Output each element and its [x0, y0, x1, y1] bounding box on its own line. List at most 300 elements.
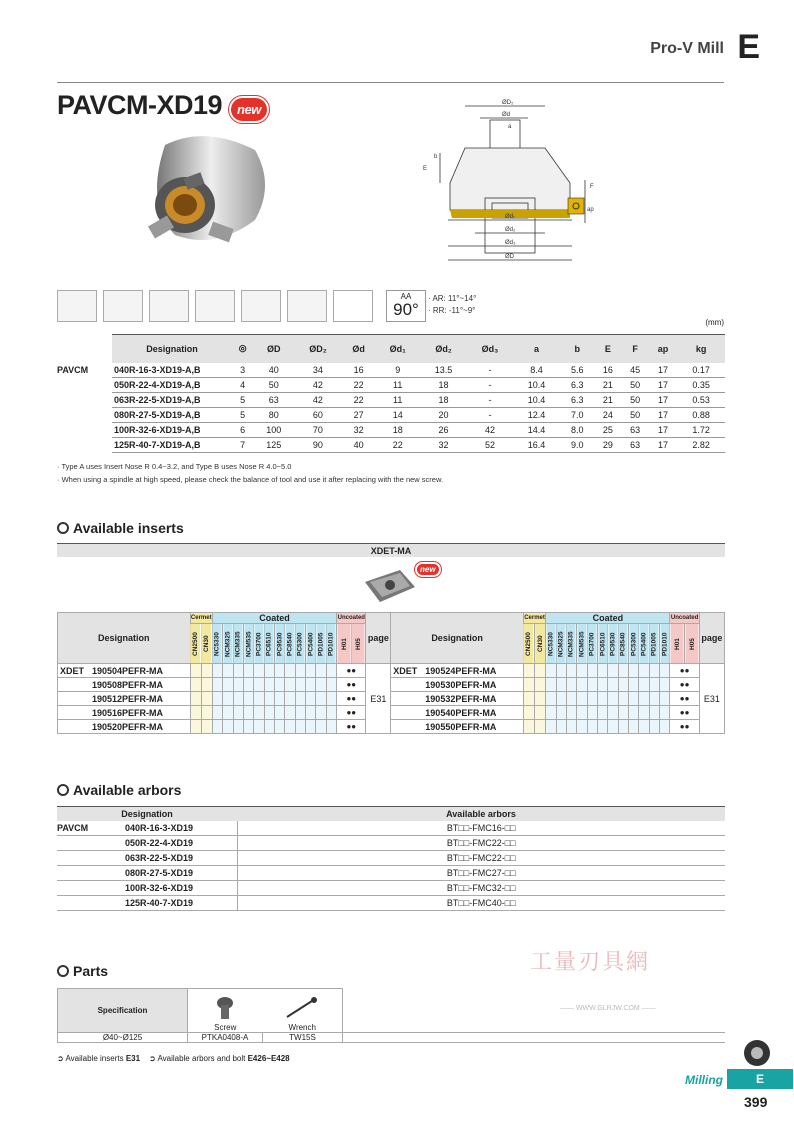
insert-code: 190524PEFR-MA: [425, 665, 497, 676]
note: · Type A uses Insert Nose R 0.4~3.2, and Type B uses Nose R 4.0~5.0: [57, 462, 292, 471]
value-cell: 7.0: [560, 408, 594, 423]
grade-cell: [223, 678, 233, 692]
insert-designation: [391, 678, 524, 692]
grade-cell: [639, 664, 649, 678]
insert-code: 190520PEFR-MA: [92, 721, 164, 732]
grade-cell: [233, 664, 243, 678]
grade-cell: [326, 678, 336, 692]
grade-cell: [264, 692, 274, 706]
grade-cell: [306, 692, 316, 706]
value-cell: 17: [649, 393, 678, 408]
new-badge: new: [229, 96, 269, 123]
coated-header: Coated: [546, 613, 670, 624]
value-cell: 18: [376, 423, 420, 438]
arbors-section-title: [57, 782, 181, 798]
grade-cell: [326, 720, 336, 734]
wrench-icon: [282, 995, 322, 1021]
grade-cell: [598, 664, 608, 678]
table-row: [57, 896, 725, 911]
arbor-value: BT□□-FMC27-□□: [237, 866, 725, 881]
screw-cell: [188, 989, 263, 1033]
arbor-designation: [57, 821, 237, 836]
axial-rake: · AR: 11°~14°: [428, 294, 477, 303]
grade-cell: [639, 678, 649, 692]
insert-code: 190540PEFR-MA: [425, 707, 497, 718]
arbor-value: BT□□-FMC40-□□: [237, 896, 725, 911]
insert-code: 190508PEFR-MA: [92, 679, 164, 690]
grade-header: PC9530: [608, 624, 618, 664]
svg-text:E: E: [423, 166, 428, 172]
coolant-icon: [333, 290, 373, 322]
grade-cell: [306, 678, 316, 692]
section-label: Parts: [73, 963, 109, 979]
grade-cell: [639, 720, 649, 734]
grade-cell: [577, 678, 587, 692]
series-prefix: [57, 438, 112, 453]
grade-cell: [535, 720, 546, 734]
header-divider: [57, 82, 724, 83]
inserts-section-title: [57, 520, 184, 536]
grade-cell: [556, 678, 566, 692]
grade-cell: [608, 678, 618, 692]
cermet-header: Cermet: [523, 613, 545, 624]
grade-cell: [190, 706, 201, 720]
grade-cell: [660, 678, 670, 692]
page-ref: E31: [366, 664, 391, 734]
value-cell: 1.72: [677, 423, 725, 438]
page-header: page: [366, 613, 391, 664]
svg-text:ØD₂: ØD₂: [502, 100, 514, 106]
uncoated-header: Uncoated: [670, 613, 699, 624]
grade-cell: [316, 706, 326, 720]
value-cell: 17: [649, 438, 678, 453]
grade-cell: [201, 706, 212, 720]
grade-cell: [577, 706, 587, 720]
value-cell: 17: [649, 378, 678, 393]
footer-arbors-ref: E426~E428: [247, 1054, 290, 1063]
arbor-designation: [57, 851, 237, 866]
insert-type-header: XDET-MA: [57, 543, 725, 557]
grade-cell: [212, 692, 222, 706]
insert-designation: [58, 720, 191, 734]
grade-cell: [566, 720, 576, 734]
grade-cell: [306, 706, 316, 720]
grade-cell: [566, 706, 576, 720]
grade-cell: [649, 678, 659, 692]
grade-cell: [649, 664, 659, 678]
grade-header: PC8540: [618, 624, 628, 664]
insert-designation: [58, 692, 191, 706]
series-prefix: [57, 423, 112, 438]
grade-cell: [201, 720, 212, 734]
grade-header: NCM325: [223, 624, 233, 664]
availability-mark: ●●: [337, 678, 366, 692]
value-cell: 17: [649, 408, 678, 423]
availability-mark: ●●: [670, 664, 699, 678]
svg-text:Ød₂: Ød₂: [505, 227, 516, 233]
value-cell: 22: [342, 378, 376, 393]
series-prefix: [57, 378, 112, 393]
grade-cell: [285, 678, 295, 692]
footer-inserts: Available inserts: [65, 1054, 124, 1063]
value-cell: 0.88: [677, 408, 725, 423]
insert-new-badge: new: [415, 562, 441, 577]
grade-header: NC5330: [546, 624, 556, 664]
value-cell: 50: [621, 393, 648, 408]
grade-cell: [244, 692, 254, 706]
value-cell: 50: [253, 378, 294, 393]
grade-cell: [577, 692, 587, 706]
section-label: Available arbors: [73, 782, 182, 798]
value-cell: 42: [294, 393, 342, 408]
coated-header: Coated: [212, 613, 336, 624]
section-title: Pro-V Mill: [650, 40, 724, 57]
face-milling-icon: [57, 290, 97, 322]
approach-angle: [386, 290, 426, 322]
grade-cell: [295, 678, 305, 692]
value-cell: 63: [621, 423, 648, 438]
designation-header: Designation: [391, 613, 524, 664]
section-label: Available inserts: [73, 520, 184, 536]
value-cell: 16.4: [513, 438, 561, 453]
table-row: [57, 438, 725, 453]
grade-cell: [598, 706, 608, 720]
footer-refs: [57, 1054, 290, 1063]
value-cell: 0.53: [677, 393, 725, 408]
grade-header: PD1005: [316, 624, 326, 664]
value-cell: 11: [376, 378, 420, 393]
value-cell: 90: [294, 438, 342, 453]
value-cell: 22: [342, 393, 376, 408]
availability-mark: ●●: [337, 664, 366, 678]
grade-cell: [275, 678, 285, 692]
grade-header: CN30: [201, 624, 212, 664]
grade-cell: [295, 706, 305, 720]
value-cell: 32: [420, 438, 468, 453]
grade-cell: [233, 678, 243, 692]
value-cell: 5: [232, 408, 253, 423]
grade-cell: [618, 706, 628, 720]
value-cell: 6: [232, 423, 253, 438]
value-cell: 8.4: [513, 363, 561, 378]
grade-cell: [295, 692, 305, 706]
col-header: Designation: [57, 807, 237, 821]
grade-cell: [201, 692, 212, 706]
value-cell: 40: [342, 438, 376, 453]
grade-cell: [660, 706, 670, 720]
arrow-circle-icon: ➲: [57, 1054, 64, 1063]
grade-cell: [546, 664, 556, 678]
grade-header: CN30: [535, 624, 546, 664]
table-row: [57, 363, 725, 378]
parts-table: [57, 988, 725, 1043]
page-header: page: [699, 613, 724, 664]
grade-cell: [326, 706, 336, 720]
value-cell: 70: [294, 423, 342, 438]
availability-mark: ●●: [670, 706, 699, 720]
value-cell: 10.4: [513, 393, 561, 408]
grade-cell: [618, 692, 628, 706]
insert-designation: [391, 706, 524, 720]
col-header: a: [513, 335, 561, 363]
grade-header: NC5330: [212, 624, 222, 664]
operation-icons: [57, 290, 373, 322]
value-cell: 5: [232, 393, 253, 408]
grade-header: NCM335: [233, 624, 243, 664]
spec-value: Ø40~Ø125: [58, 1033, 188, 1043]
grade-header: PC3700: [587, 624, 597, 664]
value-cell: 100: [253, 423, 294, 438]
dimension-drawing: [420, 98, 600, 273]
grade-header: PC5400: [306, 624, 316, 664]
angle-value: 90°: [393, 300, 419, 319]
screw-icon: [210, 995, 240, 1021]
grade-header: H01: [337, 624, 352, 664]
value-cell: 6.3: [560, 378, 594, 393]
page-ref: E31: [699, 664, 724, 734]
grade-header: PC5400: [639, 624, 649, 664]
grade-cell: [275, 706, 285, 720]
grade-cell: [629, 678, 639, 692]
value-cell: 6.3: [560, 393, 594, 408]
grade-cell: [233, 692, 243, 706]
arbor-value: BT□□-FMC22-□□: [237, 836, 725, 851]
grade-cell: [223, 720, 233, 734]
grade-cell: [535, 664, 546, 678]
table-row: [57, 423, 725, 438]
grade-header: PD1005: [649, 624, 659, 664]
value-cell: 42: [294, 378, 342, 393]
grade-cell: [223, 664, 233, 678]
wrench-cell: [263, 989, 343, 1033]
grade-cell: [275, 720, 285, 734]
grade-cell: [254, 720, 264, 734]
grade-cell: [523, 706, 534, 720]
grade-header: CN2500: [523, 624, 534, 664]
grade-cell: [233, 720, 243, 734]
value-cell: 3: [232, 363, 253, 378]
value-cell: 52: [467, 438, 512, 453]
grade-cell: [556, 720, 566, 734]
insert-prefix: XDET: [393, 665, 418, 676]
value-cell: 2.82: [677, 438, 725, 453]
col-header: b: [560, 335, 594, 363]
grade-cell: [660, 692, 670, 706]
grade-cell: [598, 692, 608, 706]
grade-cell: [244, 720, 254, 734]
slotting-icon: [149, 290, 189, 322]
value-cell: 42: [467, 423, 512, 438]
col-header: Ød₂: [420, 335, 468, 363]
grade-cell: [316, 664, 326, 678]
grade-cell: [618, 720, 628, 734]
designation-cell: 080R-27-5-XD19-A,B: [112, 408, 232, 423]
grade-cell: [649, 720, 659, 734]
table-header-row: [57, 335, 725, 363]
grade-header: CN2500: [190, 624, 201, 664]
grade-cell: [608, 706, 618, 720]
grade-cell: [316, 692, 326, 706]
grade-cell: [190, 692, 201, 706]
notes: [57, 460, 443, 486]
grade-cell: [244, 706, 254, 720]
grade-cell: [535, 706, 546, 720]
col-header: ØD₂: [294, 335, 342, 363]
grade-cell: [587, 720, 597, 734]
grade-header: PC3700: [254, 624, 264, 664]
arbor-designation: [57, 881, 237, 896]
value-cell: 80: [253, 408, 294, 423]
arbor-value: BT□□-FMC16-□□: [237, 821, 725, 836]
uncoated-header: Uncoated: [337, 613, 366, 624]
designation-code: 063R-22-5-XD19: [125, 853, 194, 863]
designation-cell: 125R-40-7-XD19-A,B: [112, 438, 232, 453]
grade-cell: [566, 692, 576, 706]
grade-cell: [254, 664, 264, 678]
grade-cell: [264, 664, 274, 678]
table-row: [57, 866, 725, 881]
value-cell: 11: [376, 393, 420, 408]
shoulder-milling-icon: [103, 290, 143, 322]
insert-designation: [58, 678, 191, 692]
footer-arbors: Available arbors and bolt: [157, 1054, 246, 1063]
grade-cell: [190, 678, 201, 692]
grade-cell: [523, 664, 534, 678]
grade-cell: [201, 678, 212, 692]
plunging-icon: [241, 290, 281, 322]
availability-mark: ●●: [670, 678, 699, 692]
insert-designation: [58, 664, 191, 678]
grade-cell: [190, 720, 201, 734]
table-row: [58, 692, 725, 706]
grade-cell: [598, 720, 608, 734]
value-cell: 16: [594, 363, 621, 378]
value-cell: 7: [232, 438, 253, 453]
value-cell: 10.4: [513, 378, 561, 393]
value-cell: 50: [621, 378, 648, 393]
grade-cell: [326, 692, 336, 706]
svg-text:a: a: [508, 124, 512, 130]
insert-code: 190550PEFR-MA: [425, 721, 497, 732]
designation-cell: 063R-22-5-XD19-A,B: [112, 393, 232, 408]
grade-cell: [285, 706, 295, 720]
svg-text:Ød₁: Ød₁: [505, 214, 516, 220]
grade-cell: [264, 720, 274, 734]
parts-section-title: [57, 963, 108, 979]
pocketing-icon: [195, 290, 235, 322]
arrow-circle-icon: [57, 522, 69, 534]
value-cell: 25: [594, 423, 621, 438]
wrench-value: TW15S: [263, 1033, 343, 1043]
value-cell: 14: [376, 408, 420, 423]
col-header: Ød₁: [376, 335, 420, 363]
value-cell: 29: [594, 438, 621, 453]
grade-cell: [264, 678, 274, 692]
availability-mark: ●●: [337, 706, 366, 720]
insert-code: 190504PEFR-MA: [92, 665, 164, 676]
table-row: [57, 836, 725, 851]
grade-cell: [223, 706, 233, 720]
grade-cell: [577, 720, 587, 734]
arbor-value: BT□□-FMC22-□□: [237, 851, 725, 866]
grade-cell: [629, 692, 639, 706]
grade-cell: [254, 678, 264, 692]
designation-code: 100R-32-6-XD19: [125, 883, 194, 893]
angle-label: AA: [400, 292, 412, 301]
designation-cell: 100R-32-6-XD19-A,B: [112, 423, 232, 438]
radial-rake: · RR: -11°~9°: [428, 306, 476, 315]
grade-cell: [608, 720, 618, 734]
grade-cell: [190, 664, 201, 678]
availability-mark: ●●: [337, 692, 366, 706]
watermark-url: —— WWW.GLRJW.COM ——: [560, 1005, 656, 1012]
grade-header: PD1010: [326, 624, 336, 664]
product-title: [57, 90, 269, 123]
grade-cell: [275, 692, 285, 706]
arbor-designation: [57, 896, 237, 911]
value-cell: 9.0: [560, 438, 594, 453]
value-cell: 14.4: [513, 423, 561, 438]
grade-cell: [587, 706, 597, 720]
grade-cell: [285, 664, 295, 678]
grade-header: PC5300: [629, 624, 639, 664]
insert-code: 190512PEFR-MA: [92, 693, 164, 704]
grade-header: PC6510: [264, 624, 274, 664]
section-tab: E: [727, 1069, 793, 1089]
svg-text:Ød: Ød: [502, 112, 511, 118]
grade-cell: [618, 678, 628, 692]
grade-cell: [254, 692, 264, 706]
table-row: [57, 851, 725, 866]
grade-cell: [587, 692, 597, 706]
cutter-image: [115, 125, 275, 265]
col-header: ◎: [232, 335, 253, 363]
arbor-designation: [57, 866, 237, 881]
screw-label: Screw: [214, 1023, 237, 1032]
grade-header: PC8540: [285, 624, 295, 664]
value-cell: 18: [420, 378, 468, 393]
grade-cell: [535, 678, 546, 692]
table-row: [57, 821, 725, 836]
table-row: [58, 720, 725, 734]
col-header: kg: [677, 335, 725, 363]
grade-cell: [660, 664, 670, 678]
table-row: [58, 706, 725, 720]
grade-cell: [254, 706, 264, 720]
grade-cell: [523, 692, 534, 706]
grade-cell: [629, 706, 639, 720]
value-cell: 32: [342, 423, 376, 438]
table-row: [57, 378, 725, 393]
grade-cell: [566, 664, 576, 678]
grade-cell: [639, 706, 649, 720]
insert-code: 190532PEFR-MA: [425, 693, 497, 704]
section-letter: E: [737, 28, 760, 66]
value-cell: -: [467, 378, 512, 393]
series-prefix: PAVCM: [57, 365, 89, 375]
value-cell: 8.0: [560, 423, 594, 438]
value-cell: 13.5: [420, 363, 468, 378]
grade-cell: [212, 664, 222, 678]
inserts-header-row: [58, 613, 725, 624]
value-cell: 24: [594, 408, 621, 423]
value-cell: 12.4: [513, 408, 561, 423]
insert-designation: [391, 664, 524, 678]
grade-cell: [306, 720, 316, 734]
grade-cell: [295, 664, 305, 678]
grade-cell: [201, 664, 212, 678]
grade-cell: [639, 692, 649, 706]
